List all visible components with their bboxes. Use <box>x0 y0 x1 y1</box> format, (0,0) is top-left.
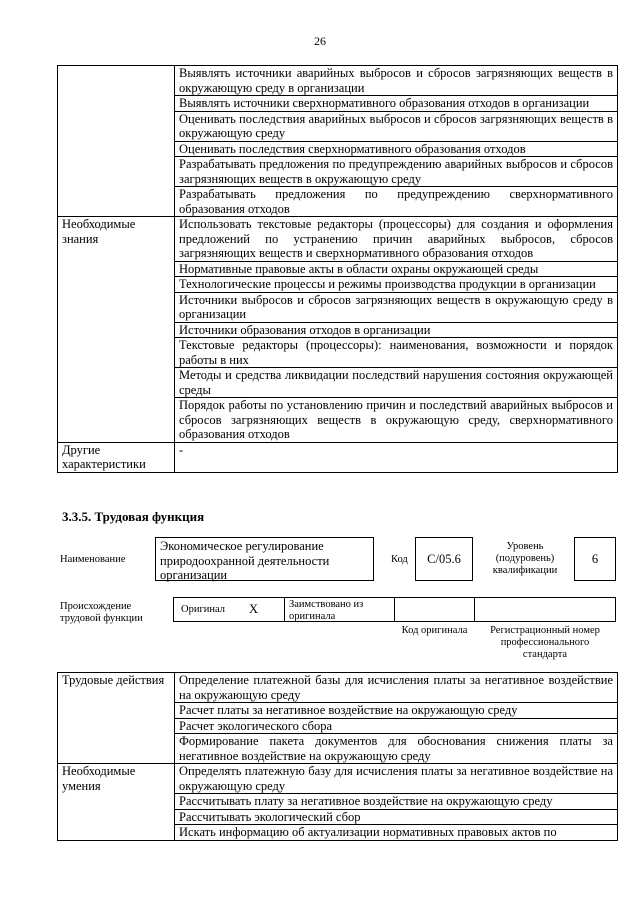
requirement-cell: Использовать текстовые редакторы (процессоры) для создания и оформления предложений по устранению причин аварийных выбросов, сбросов загрязняющих веществ и сверхнормативного образования отходов <box>175 217 618 262</box>
requirement-cell: Выявлять источники сверхнормативного образования отходов в организации <box>175 96 618 112</box>
original-code-cell <box>394 597 475 622</box>
requirement-cell: Формирование пакета документов для обоснования снижения платы за негативное воздействие на окружающую среду <box>175 734 618 764</box>
table-row <box>58 673 618 703</box>
requirement-cell: Текстовые редакторы (процессоры): наименования, возможности и порядок работы в них <box>175 338 618 368</box>
row-category-knowledge: Необходимые знания <box>58 217 175 443</box>
requirement-cell: Искать информацию об актуализации нормативных правовых актов по <box>175 825 618 841</box>
requirement-cell: Методы и средства ликвидации последствий нарушения состояния окружающей среды <box>175 368 618 398</box>
requirement-cell: Расчет экологического сбора <box>175 718 618 734</box>
requirement-cell: - <box>175 442 618 472</box>
row-category <box>58 66 175 217</box>
requirement-cell: Источники выбросов и сбросов загрязняющих веществ в окружающую среду в организации <box>175 292 618 322</box>
code-value: С/05.6 <box>427 551 461 566</box>
original-label: Оригинал <box>181 604 225 615</box>
requirement-cell: Разрабатывать предложения по предупреждению сверхнормативного образования отходов <box>175 187 618 217</box>
requirement-cell: Порядок работы по установлению причин и последствий аварийных выбросов и сбросов загрязняющих веществ в окружающую среду, сверхнормативного образования отходов <box>175 398 618 443</box>
code-label: Код <box>391 554 408 565</box>
requirement-cell: Оценивать последствия сверхнормативного образования отходов <box>175 141 618 157</box>
original-mark: X <box>249 602 259 616</box>
section-heading: 3.3.5. Трудовая функция <box>62 509 205 524</box>
labor-actions-table <box>57 672 618 841</box>
registration-number-cell <box>474 597 616 622</box>
requirement-cell: Рассчитывать плату за негативное воздействие на окружающую среду <box>175 794 618 810</box>
borrowed-cell <box>284 597 395 622</box>
original-cell <box>173 597 285 622</box>
requirement-cell: Разрабатывать предложения по предупреждению аварийных выбросов и сбросов загрязняющих веществ в окружающую среду <box>175 157 618 187</box>
registration-number-caption: Регистрационный номер профессионального стандарта <box>490 625 600 660</box>
requirement-cell: Выявлять источники аварийных выбросов и сбросов загрязняющих веществ в окружающую среду в организации <box>175 66 618 96</box>
requirement-cell: Оценивать последствия аварийных выбросов и сбросов загрязняющих веществ в окружающую среду <box>175 111 618 141</box>
table-row <box>58 442 618 472</box>
row-category-other: Другие характеристики <box>58 442 175 472</box>
requirement-cell: Технологические процессы и режимы производства продукции в организации <box>175 277 618 293</box>
name-value-box <box>155 537 374 581</box>
name-value: Экономическое регулирование природоохранной деятельности организации <box>160 539 330 582</box>
table-row <box>58 66 618 96</box>
page-number: 26 <box>314 34 326 48</box>
requirement-cell: Расчет платы за негативное воздействие на окружающую среду <box>175 703 618 719</box>
requirement-cell: Определение платежной базы для исчисления платы за негативное воздействие на окружающую среду <box>175 673 618 703</box>
table-row <box>58 217 618 262</box>
requirement-cell: Источники образования отходов в организации <box>175 322 618 338</box>
level-label: Уровень (подуровень) квалификации <box>492 541 558 576</box>
origin-label: Происхождение трудовой функции <box>60 601 143 624</box>
level-value-box <box>574 537 616 581</box>
requirement-cell: Нормативные правовые акты в области охраны окружающей среды <box>175 261 618 277</box>
level-value: 6 <box>591 551 599 566</box>
table-row <box>58 764 618 794</box>
row-category-skills: Необходимые умения <box>58 764 175 841</box>
name-label: Наименование <box>60 554 126 565</box>
code-value-box <box>415 537 473 581</box>
requirement-cell: Определять платежную базу для исчисления платы за негативное воздействие на окружающую среду <box>175 764 618 794</box>
requirement-cell: Рассчитывать экологический сбор <box>175 809 618 825</box>
borrowed-label: Заимствовано из оригинала <box>289 599 364 622</box>
row-category-actions: Трудовые действия <box>58 673 175 764</box>
original-code-caption: Код оригинала <box>401 625 468 636</box>
skills-knowledge-table <box>57 65 618 473</box>
